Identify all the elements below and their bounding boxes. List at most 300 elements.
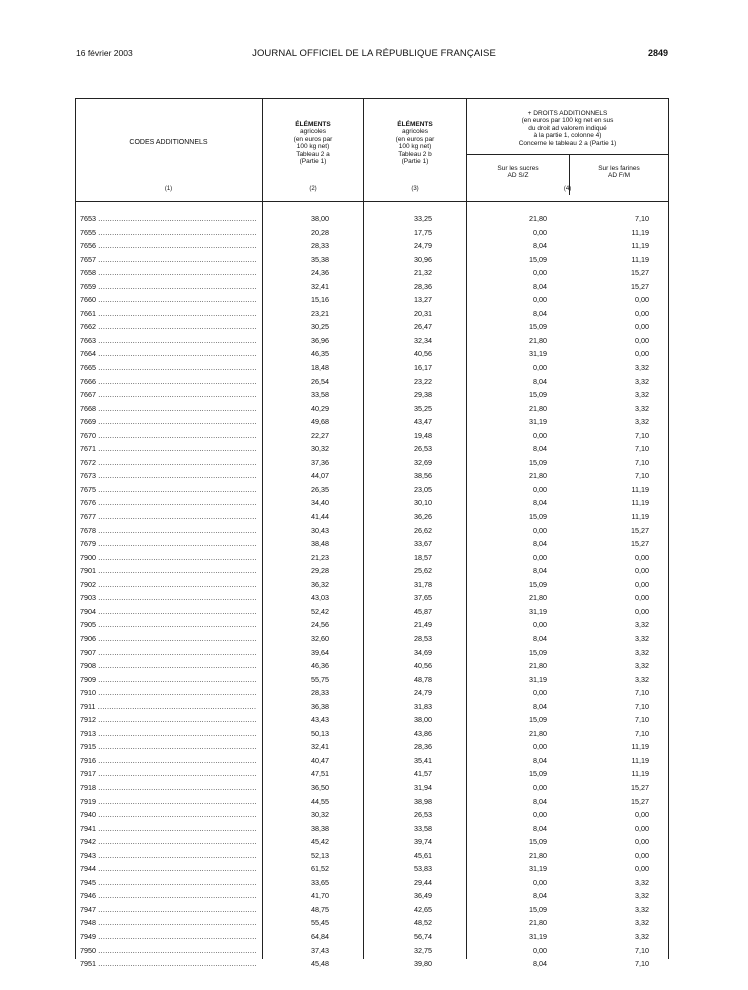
element-agricole-2a-cell: 45,48	[311, 959, 329, 969]
code-additionnel-cell: 7907 .....	[80, 646, 256, 660]
droit-farines-cell: 0,00	[635, 579, 649, 589]
table-row	[75, 361, 669, 375]
code-additionnel-cell: 7661 .....	[80, 307, 256, 321]
table-row	[75, 916, 669, 930]
droit-farines-cell: 11,19	[631, 227, 649, 237]
code-additionnel-cell: 7908 .....	[80, 659, 256, 673]
code-additionnel-cell: 7945 .....	[80, 876, 256, 890]
droit-farines-cell: 0,00	[635, 823, 649, 833]
code-additionnel-cell: 7909 .....	[80, 673, 256, 687]
element-agricole-2a-cell: 64,84	[311, 931, 329, 941]
droit-sucres-cell: 21,80	[529, 335, 547, 345]
element-agricole-2b-cell: 39,80	[414, 959, 432, 969]
droit-sucres-cell: 15,09	[529, 254, 547, 264]
element-agricole-2a-cell: 36,96	[311, 335, 329, 345]
code-additionnel-cell: 7659 .....	[80, 280, 256, 294]
element-agricole-2a-cell: 43,43	[311, 715, 329, 725]
code-additionnel-cell: 7901 .....	[80, 564, 256, 578]
element-agricole-2b-cell: 24,79	[414, 241, 432, 251]
droit-sucres-cell: 8,04	[533, 701, 547, 711]
element-agricole-2a-cell: 32,41	[311, 742, 329, 752]
element-agricole-2a-cell: 46,35	[311, 349, 329, 359]
table-row	[75, 754, 669, 768]
droit-sucres-cell: 15,09	[529, 904, 547, 914]
element-agricole-2b-cell: 30,96	[414, 254, 432, 264]
droit-farines-cell: 3,32	[635, 877, 649, 887]
droit-sucres-cell: 0,00	[533, 430, 547, 440]
droit-sucres-cell: 0,00	[533, 268, 547, 278]
droit-farines-cell: 0,00	[635, 864, 649, 874]
table-row	[75, 930, 669, 944]
column-number-1: (1)	[164, 186, 173, 192]
code-additionnel-cell: 7903 .....	[80, 591, 256, 605]
droit-sucres-cell: 8,04	[533, 444, 547, 454]
droit-sucres-cell: 8,04	[533, 796, 547, 806]
table-row	[75, 944, 669, 958]
table-row	[75, 605, 669, 619]
droit-sucres-cell: 0,00	[533, 620, 547, 630]
table-row	[75, 781, 669, 795]
table-row	[75, 524, 669, 538]
droit-sucres-cell: 8,04	[533, 376, 547, 386]
element-agricole-2a-cell: 38,00	[311, 214, 329, 223]
code-additionnel-cell: 7943 .....	[80, 849, 256, 863]
element-agricole-2a-cell: 55,75	[311, 674, 329, 684]
element-agricole-2a-cell: 37,43	[311, 945, 329, 955]
code-additionnel-cell: 7660 .....	[80, 293, 256, 307]
element-agricole-2a-cell: 30,32	[311, 810, 329, 820]
droit-sucres-cell: 8,04	[533, 539, 547, 549]
table-row	[75, 822, 669, 836]
code-additionnel-cell: 7911 .....	[80, 700, 256, 714]
element-agricole-2a-cell: 33,58	[311, 390, 329, 400]
droit-farines-cell: 7,10	[635, 701, 649, 711]
table-row	[75, 632, 669, 646]
code-additionnel-cell: 7941 .....	[80, 822, 256, 836]
droit-farines-cell: 3,32	[635, 918, 649, 928]
element-agricole-2b-cell: 30,10	[414, 498, 432, 508]
element-agricole-2b-cell: 23,05	[414, 484, 432, 494]
page-header	[0, 48, 748, 62]
table-row	[75, 767, 669, 781]
droit-farines-cell: 7,10	[635, 728, 649, 738]
element-agricole-2b-cell: 36,26	[414, 512, 432, 522]
element-agricole-2b-cell: 19,48	[414, 430, 432, 440]
element-agricole-2a-cell: 35,38	[311, 254, 329, 264]
code-additionnel-cell: 7677 .....	[80, 510, 256, 524]
droit-farines-cell: 7,10	[635, 444, 649, 454]
droit-farines-cell: 11,19	[631, 742, 649, 752]
droit-farines-cell: 3,32	[635, 376, 649, 386]
element-agricole-2b-cell: 32,75	[414, 945, 432, 955]
code-additionnel-cell: 7917 .....	[80, 767, 256, 781]
droit-farines-cell: 7,10	[635, 945, 649, 955]
table-row	[75, 442, 669, 456]
droit-farines-cell: 0,00	[635, 850, 649, 860]
code-additionnel-cell: 7665 .....	[80, 361, 256, 375]
table-row	[75, 835, 669, 849]
droit-farines-cell: 0,00	[635, 606, 649, 616]
table-row	[75, 618, 669, 632]
element-agricole-2a-cell: 48,75	[311, 904, 329, 914]
droit-sucres-cell: 0,00	[533, 525, 547, 535]
element-agricole-2a-cell: 61,52	[311, 864, 329, 874]
droit-sucres-cell: 15,09	[529, 322, 547, 332]
code-additionnel-cell: 7668 .....	[80, 402, 256, 416]
table-row	[75, 266, 669, 280]
table-row	[75, 510, 669, 524]
droit-sucres-cell: 8,04	[533, 633, 547, 643]
element-agricole-2b-cell: 24,79	[414, 688, 432, 698]
element-agricole-2b-cell: 32,34	[414, 335, 432, 345]
droit-farines-cell: 11,19	[631, 512, 649, 522]
element-agricole-2b-cell: 28,36	[414, 742, 432, 752]
droit-sucres-cell: 8,04	[533, 308, 547, 318]
droit-farines-cell: 0,00	[635, 837, 649, 847]
element-agricole-2b-cell: 35,41	[414, 755, 432, 765]
element-agricole-2a-cell: 55,45	[311, 918, 329, 928]
code-additionnel-cell: 7950 .....	[80, 944, 256, 958]
table-row	[75, 334, 669, 348]
droit-sucres-cell: 31,19	[529, 864, 547, 874]
droit-sucres-cell: 0,00	[533, 782, 547, 792]
droit-sucres-cell: 8,04	[533, 241, 547, 251]
header-codes-additionnels: CODES ADDITIONNELS	[129, 139, 208, 146]
code-additionnel-cell: 7664 .....	[80, 347, 256, 361]
droit-sucres-cell: 0,00	[533, 945, 547, 955]
droit-farines-cell: 11,19	[631, 769, 649, 779]
table-row	[75, 551, 669, 565]
element-agricole-2a-cell: 33,65	[311, 877, 329, 887]
element-agricole-2b-cell: 31,78	[414, 579, 432, 589]
code-additionnel-cell: 7949 .....	[80, 930, 256, 944]
code-additionnel-cell: 7913 .....	[80, 727, 256, 741]
element-agricole-2b-cell: 29,44	[414, 877, 432, 887]
code-additionnel-cell: 7940 .....	[80, 808, 256, 822]
element-agricole-2b-cell: 31,83	[414, 701, 432, 711]
table-row	[75, 280, 669, 294]
header-elements-agricoles-2a: ÉLÉMENTS agricoles (en euros par 100 kg net) Tableau 2 a (Partie 1)	[293, 121, 333, 166]
droit-sucres-cell: 31,19	[529, 606, 547, 616]
droit-farines-cell: 0,00	[635, 295, 649, 305]
element-agricole-2b-cell: 37,65	[414, 593, 432, 603]
table-row	[75, 903, 669, 917]
element-agricole-2b-cell: 45,87	[414, 606, 432, 616]
element-agricole-2a-cell: 21,23	[311, 552, 329, 562]
code-additionnel-cell: 7666 .....	[80, 375, 256, 389]
droit-farines-cell: 11,19	[631, 484, 649, 494]
table-row	[75, 429, 669, 443]
element-agricole-2b-cell: 21,32	[414, 268, 432, 278]
table-row	[75, 713, 669, 727]
droit-sucres-cell: 21,80	[529, 471, 547, 481]
table-row	[75, 469, 669, 483]
code-additionnel-cell: 7662 .....	[80, 320, 256, 334]
droit-sucres-cell: 15,09	[529, 837, 547, 847]
code-additionnel-cell: 7658 .....	[80, 266, 256, 280]
code-additionnel-cell: 7673 .....	[80, 469, 256, 483]
droit-sucres-cell: 8,04	[533, 959, 547, 969]
code-additionnel-cell: 7906 .....	[80, 632, 256, 646]
table-row	[75, 686, 669, 700]
element-agricole-2b-cell: 31,94	[414, 782, 432, 792]
code-additionnel-cell: 7675 .....	[80, 483, 256, 497]
droit-farines-cell: 7,10	[635, 688, 649, 698]
droit-farines-cell: 15,27	[631, 539, 649, 549]
element-agricole-2b-cell: 56,74	[414, 931, 432, 941]
droit-farines-cell: 7,10	[635, 214, 649, 223]
droit-sucres-cell: 15,09	[529, 579, 547, 589]
droit-sucres-cell: 21,80	[529, 403, 547, 413]
droit-sucres-cell: 15,09	[529, 512, 547, 522]
droit-sucres-cell: 8,04	[533, 498, 547, 508]
table-row	[75, 889, 669, 903]
element-agricole-2a-cell: 38,48	[311, 539, 329, 549]
page-number: 2849	[648, 48, 669, 58]
element-agricole-2a-cell: 30,25	[311, 322, 329, 332]
element-agricole-2a-cell: 41,70	[311, 891, 329, 901]
element-agricole-2a-cell: 46,36	[311, 661, 329, 671]
element-agricole-2b-cell: 26,47	[414, 322, 432, 332]
element-agricole-2a-cell: 23,21	[311, 308, 329, 318]
droit-sucres-cell: 0,00	[533, 688, 547, 698]
table-row	[75, 375, 669, 389]
element-agricole-2b-cell: 38,56	[414, 471, 432, 481]
table-row	[75, 849, 669, 863]
column-number-3: (3)	[411, 186, 419, 192]
element-agricole-2a-cell: 18,48	[311, 363, 329, 373]
element-agricole-2b-cell: 33,58	[414, 823, 432, 833]
droit-sucres-cell: 8,04	[533, 755, 547, 765]
element-agricole-2a-cell: 44,07	[311, 471, 329, 481]
code-additionnel-cell: 7918 .....	[80, 781, 256, 795]
droit-sucres-cell: 0,00	[533, 484, 547, 494]
element-agricole-2a-cell: 28,33	[311, 241, 329, 251]
element-agricole-2a-cell: 50,13	[311, 728, 329, 738]
table-row	[75, 700, 669, 714]
droit-sucres-cell: 21,80	[529, 661, 547, 671]
code-additionnel-cell: 7904 .....	[80, 605, 256, 619]
element-agricole-2a-cell: 40,29	[311, 403, 329, 413]
element-agricole-2a-cell: 37,36	[311, 457, 329, 467]
code-additionnel-cell: 7942 .....	[80, 835, 256, 849]
header-droits-additionnels: + DROITS ADDITIONNELS (en euros par 100 kg net en sus du droit ad valorem indiqué à la partie 1, colonne 4) Concerne le tableau 2 a (Partie 1)	[518, 110, 617, 147]
droit-farines-cell: 3,32	[635, 647, 649, 657]
code-additionnel-cell: 7919 .....	[80, 795, 256, 809]
code-additionnel-cell: 7667 .....	[80, 388, 256, 402]
droit-farines-cell: 15,27	[631, 268, 649, 278]
element-agricole-2b-cell: 35,25	[414, 403, 432, 413]
code-additionnel-cell: 7915 .....	[80, 740, 256, 754]
column-number-4: (4)	[563, 186, 572, 192]
droit-sucres-cell: 0,00	[533, 363, 547, 373]
droit-sucres-cell: 31,19	[529, 417, 547, 427]
droit-farines-cell: 3,32	[635, 620, 649, 630]
element-agricole-2a-cell: 24,36	[311, 268, 329, 278]
element-agricole-2b-cell: 33,25	[414, 214, 432, 223]
element-agricole-2a-cell: 43,03	[311, 593, 329, 603]
element-agricole-2b-cell: 26,62	[414, 525, 432, 535]
droit-farines-cell: 0,00	[635, 335, 649, 345]
code-additionnel-cell: 7670 .....	[80, 429, 256, 443]
droit-farines-cell: 11,19	[631, 254, 649, 264]
droit-farines-cell: 15,27	[631, 796, 649, 806]
code-additionnel-cell: 7947 .....	[80, 903, 256, 917]
table-row	[75, 537, 669, 551]
element-agricole-2b-cell: 29,38	[414, 390, 432, 400]
table-row	[75, 239, 669, 253]
code-additionnel-cell: 7653 .....	[80, 212, 256, 226]
droit-farines-cell: 3,32	[635, 891, 649, 901]
element-agricole-2b-cell: 32,69	[414, 457, 432, 467]
droit-sucres-cell: 15,09	[529, 715, 547, 725]
droit-sucres-cell: 0,00	[533, 810, 547, 820]
element-agricole-2a-cell: 20,28	[311, 227, 329, 237]
droit-sucres-cell: 21,80	[529, 214, 547, 223]
droit-farines-cell: 7,10	[635, 471, 649, 481]
element-agricole-2b-cell: 39,74	[414, 837, 432, 847]
element-agricole-2b-cell: 28,53	[414, 633, 432, 643]
code-additionnel-cell: 7669 .....	[80, 415, 256, 429]
table-row	[75, 496, 669, 510]
element-agricole-2a-cell: 26,35	[311, 484, 329, 494]
droit-sucres-cell: 31,19	[529, 349, 547, 359]
table-row	[75, 307, 669, 321]
element-agricole-2b-cell: 36,49	[414, 891, 432, 901]
code-additionnel-cell: 7946 .....	[80, 889, 256, 903]
table-row	[75, 808, 669, 822]
header-sur-les-sucres: Sur les sucres AD S/Z	[497, 165, 539, 180]
element-agricole-2a-cell: 36,38	[311, 701, 329, 711]
element-agricole-2a-cell: 32,41	[311, 281, 329, 291]
table-row	[75, 862, 669, 876]
publication-date: 16 février 2003	[76, 48, 133, 58]
droit-farines-cell: 3,32	[635, 674, 649, 684]
droit-sucres-cell: 21,80	[529, 918, 547, 928]
droit-farines-cell: 3,32	[635, 661, 649, 671]
table-row	[75, 673, 669, 687]
droit-farines-cell: 11,19	[631, 498, 649, 508]
droit-sucres-cell: 15,09	[529, 769, 547, 779]
code-additionnel-cell: 7951 .....	[80, 957, 256, 971]
droit-farines-cell: 11,19	[631, 755, 649, 765]
table-row	[75, 415, 669, 429]
code-additionnel-cell: 7657 .....	[80, 253, 256, 267]
element-agricole-2b-cell: 20,31	[414, 308, 432, 318]
element-agricole-2b-cell: 43,47	[414, 417, 432, 427]
element-agricole-2a-cell: 38,38	[311, 823, 329, 833]
element-agricole-2b-cell: 21,49	[414, 620, 432, 630]
element-agricole-2b-cell: 28,36	[414, 281, 432, 291]
code-additionnel-cell: 7676 .....	[80, 496, 256, 510]
droit-farines-cell: 3,32	[635, 904, 649, 914]
droit-sucres-cell: 0,00	[533, 227, 547, 237]
table-row	[75, 402, 669, 416]
element-agricole-2a-cell: 29,28	[311, 566, 329, 576]
journal-title: JOURNAL OFFICIEL DE LA RÉPUBLIQUE FRANÇAISE	[252, 48, 496, 59]
table-body	[75, 212, 669, 971]
element-agricole-2a-cell: 52,42	[311, 606, 329, 616]
droit-sucres-cell: 0,00	[533, 295, 547, 305]
droit-sucres-cell: 15,09	[529, 390, 547, 400]
element-agricole-2a-cell: 34,40	[311, 498, 329, 508]
element-agricole-2a-cell: 45,42	[311, 837, 329, 847]
element-agricole-2b-cell: 48,52	[414, 918, 432, 928]
table-row	[75, 226, 669, 240]
element-agricole-2a-cell: 52,13	[311, 850, 329, 860]
droit-farines-cell: 7,10	[635, 959, 649, 969]
code-additionnel-cell: 7944 .....	[80, 862, 256, 876]
element-agricole-2b-cell: 53,83	[414, 864, 432, 874]
element-agricole-2a-cell: 26,54	[311, 376, 329, 386]
droit-farines-cell: 3,32	[635, 633, 649, 643]
table-row	[75, 795, 669, 809]
droit-sucres-cell: 15,09	[529, 647, 547, 657]
droit-sucres-cell: 0,00	[533, 877, 547, 887]
code-additionnel-cell: 7948 .....	[80, 916, 256, 930]
droit-farines-cell: 7,10	[635, 715, 649, 725]
table-row	[75, 646, 669, 660]
droit-farines-cell: 15,27	[631, 525, 649, 535]
code-additionnel-cell: 7663 .....	[80, 334, 256, 348]
droit-sucres-cell: 0,00	[533, 552, 547, 562]
element-agricole-2b-cell: 13,27	[414, 295, 432, 305]
element-agricole-2a-cell: 41,44	[311, 512, 329, 522]
element-agricole-2b-cell: 40,56	[414, 349, 432, 359]
code-additionnel-cell: 7679 .....	[80, 537, 256, 551]
droit-sucres-cell: 31,19	[529, 674, 547, 684]
element-agricole-2a-cell: 36,32	[311, 579, 329, 589]
table-row	[75, 253, 669, 267]
table-row	[75, 591, 669, 605]
table-row	[75, 293, 669, 307]
table-row	[75, 727, 669, 741]
element-agricole-2b-cell: 43,86	[414, 728, 432, 738]
code-additionnel-cell: 7912 .....	[80, 713, 256, 727]
element-agricole-2a-cell: 49,68	[311, 417, 329, 427]
droit-farines-cell: 0,00	[635, 810, 649, 820]
element-agricole-2b-cell: 33,67	[414, 539, 432, 549]
element-agricole-2b-cell: 42,65	[414, 904, 432, 914]
element-agricole-2b-cell: 34,69	[414, 647, 432, 657]
element-agricole-2b-cell: 41,57	[414, 769, 432, 779]
droit-sucres-cell: 15,09	[529, 457, 547, 467]
tariff-table	[75, 98, 669, 969]
element-agricole-2a-cell: 47,51	[311, 769, 329, 779]
element-agricole-2a-cell: 36,50	[311, 782, 329, 792]
element-agricole-2a-cell: 40,47	[311, 755, 329, 765]
element-agricole-2b-cell: 17,75	[414, 227, 432, 237]
element-agricole-2b-cell: 16,17	[414, 363, 432, 373]
element-agricole-2a-cell: 39,64	[311, 647, 329, 657]
element-agricole-2b-cell: 18,57	[414, 552, 432, 562]
droit-farines-cell: 3,32	[635, 931, 649, 941]
droit-farines-cell: 3,32	[635, 363, 649, 373]
droit-sucres-cell: 21,80	[529, 593, 547, 603]
code-additionnel-cell: 7671 .....	[80, 442, 256, 456]
code-additionnel-cell: 7678 .....	[80, 524, 256, 538]
droit-farines-cell: 0,00	[635, 308, 649, 318]
droit-farines-cell: 7,10	[635, 430, 649, 440]
header-sur-les-farines: Sur les farines AD F/M	[598, 165, 640, 180]
droit-farines-cell: 0,00	[635, 552, 649, 562]
code-additionnel-cell: 7655 .....	[80, 226, 256, 240]
droit-farines-cell: 0,00	[635, 593, 649, 603]
table-row	[75, 456, 669, 470]
table-row	[75, 578, 669, 592]
table-row	[75, 483, 669, 497]
droit-farines-cell: 11,19	[631, 241, 649, 251]
